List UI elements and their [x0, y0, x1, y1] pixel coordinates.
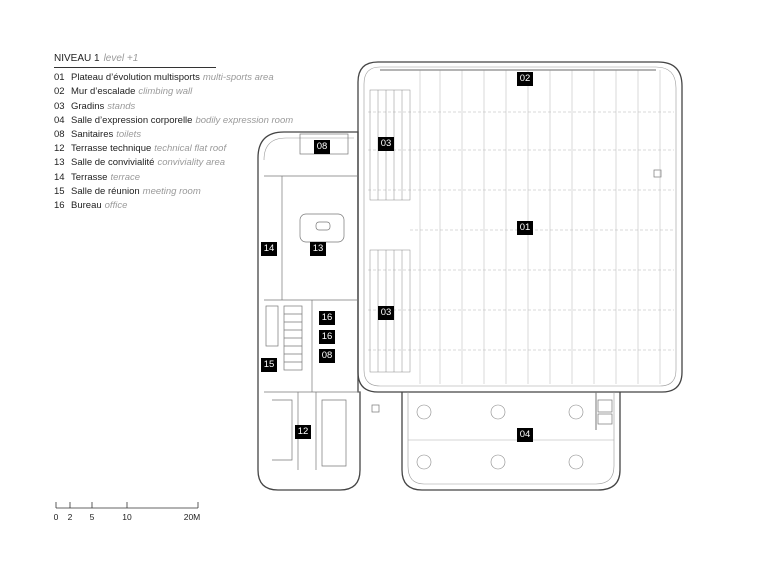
west-wing-inner-outline [264, 138, 354, 160]
room-tag-13: 13 [310, 242, 326, 256]
room-tag-16: 16 [319, 311, 335, 325]
room-04-circles [408, 405, 614, 469]
legend-item: 08 Sanitaires toilets [54, 129, 142, 141]
legend-item: 02 Mur d’escalade climbing wall [54, 86, 193, 98]
room-tag-01: 01 [517, 221, 533, 235]
scale-bar [56, 502, 198, 508]
scale-label: 10 [122, 512, 132, 522]
scale-label: 0 [53, 512, 59, 522]
room-tag-14: 14 [261, 242, 277, 256]
scale-label: 2 [67, 512, 73, 522]
stands [370, 90, 410, 372]
room-04-inner-outline [408, 392, 614, 484]
room-tag-08: 08 [319, 349, 335, 363]
legend-item: 03 Gradins stands [54, 100, 136, 112]
scale-label: 5 [89, 512, 95, 522]
west-wing-interior [264, 134, 360, 470]
legend-item: 01 Plateau d’évolution multisports multi-sports area [54, 72, 274, 84]
legend-item: 15 Salle de réunion meeting room [54, 185, 201, 197]
room-tag-15: 15 [261, 358, 277, 372]
room-tag-03: 03 [378, 137, 394, 151]
scale-label: 20M [183, 512, 201, 522]
legend-item: 12 Terrasse technique technical flat roof [54, 143, 227, 155]
room-tag-12: 12 [295, 425, 311, 439]
room-tag-16: 16 [319, 330, 335, 344]
room-tag-04: 04 [517, 428, 533, 442]
legend-item: 14 Terrasse terrace [54, 171, 141, 183]
room-tag-08: 08 [314, 140, 330, 154]
legend-item: 13 Salle de convivialité conviviality area [54, 157, 226, 169]
legend-item: 16 Bureau office [54, 200, 128, 212]
legend-title: NIVEAU 1 level +1 [54, 52, 216, 68]
legend-item: 04 Salle d’expression corporelle bodily expression room [54, 114, 294, 126]
room-tag-03: 03 [378, 306, 394, 320]
room-04-outline [402, 392, 620, 490]
room-tag-02: 02 [517, 72, 533, 86]
